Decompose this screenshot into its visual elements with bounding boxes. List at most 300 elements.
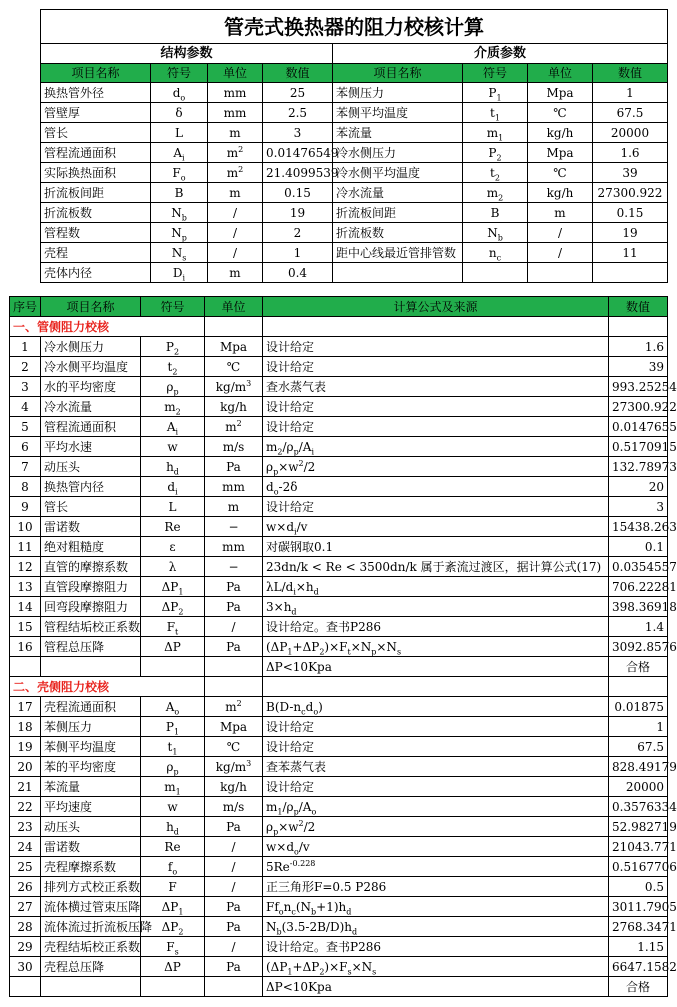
- param-unit: /: [208, 243, 263, 263]
- empty-cell: [609, 317, 668, 337]
- item-formula: $(\Delta P_1+\Delta P_2)\times F_s\times N_s$: [263, 957, 609, 977]
- table-row: [10, 617, 668, 637]
- medium-unit: ℃: [528, 163, 593, 183]
- item-symbol: $\Delta P_1$: [141, 577, 205, 597]
- item-unit: Pa: [205, 597, 263, 617]
- table-row: [10, 737, 668, 757]
- item-formula: 设计给定。查书P286: [263, 617, 609, 637]
- item-unit: −: [205, 557, 263, 577]
- item-formula: $5Re^{-0.228}$: [263, 857, 609, 877]
- item-name: 管程结垢校正系数: [41, 617, 141, 637]
- item-unit: $kg/m^3$: [205, 757, 263, 777]
- item-name: 壳程流通面积: [41, 697, 141, 717]
- item-value: 3092.8576: [609, 637, 668, 657]
- item-symbol: $d_i$: [141, 477, 205, 497]
- item-value: 1.6: [609, 337, 668, 357]
- medium-value: 19: [593, 223, 668, 243]
- row-number: 18: [10, 717, 41, 737]
- table-row: [10, 877, 668, 897]
- row-number: 14: [10, 597, 41, 617]
- column-header: 单位: [208, 64, 263, 83]
- row-number: 11: [10, 537, 41, 557]
- table-row: [10, 397, 668, 417]
- item-unit: Mpa: [205, 717, 263, 737]
- item-formula: ΔP<10Kpa: [263, 657, 609, 677]
- item-unit: Pa: [205, 637, 263, 657]
- item-formula: 正三角形F=0.5 P286: [263, 877, 609, 897]
- section-header-row: [10, 317, 668, 337]
- medium-symbol: $m_2$: [463, 183, 528, 203]
- medium-name: 冷水侧平均温度: [333, 163, 463, 183]
- row-number: 9: [10, 497, 41, 517]
- column-header: 序号: [10, 297, 41, 317]
- item-name: 壳程摩擦系数: [41, 857, 141, 877]
- item-name: 直管段摩擦阻力: [41, 577, 141, 597]
- row-number: [10, 657, 41, 677]
- item-unit: $m^2$: [205, 697, 263, 717]
- item-formula: 设计给定: [263, 737, 609, 757]
- column-header: 计算公式及来源: [263, 297, 609, 317]
- item-value: 3: [609, 497, 668, 517]
- item-unit: Pa: [205, 897, 263, 917]
- item-unit: /: [205, 837, 263, 857]
- item-name: 流体横过管束压降: [41, 897, 141, 917]
- medium-name: 折流板间距: [333, 203, 463, 223]
- item-symbol: λ: [141, 557, 205, 577]
- param-unit: /: [208, 203, 263, 223]
- column-header: 数值: [609, 297, 668, 317]
- item-formula: 设计给定: [263, 357, 609, 377]
- medium-params-header: 介质参数: [333, 44, 668, 64]
- item-value: 20000: [609, 777, 668, 797]
- item-unit: Pa: [205, 917, 263, 937]
- item-unit: ℃: [205, 737, 263, 757]
- table-row: [10, 417, 668, 437]
- table-row: [41, 123, 668, 143]
- table-row: [10, 837, 668, 857]
- param-value: 21.4099539: [263, 163, 333, 183]
- item-unit: kg/h: [205, 777, 263, 797]
- item-value: 0.1: [609, 537, 668, 557]
- param-name: 管程数: [41, 223, 151, 243]
- item-formula: $d_o-2\delta$: [263, 477, 609, 497]
- table-row: [41, 263, 668, 283]
- row-number: 23: [10, 817, 41, 837]
- medium-name: 冷水流量: [333, 183, 463, 203]
- table-row: [10, 697, 668, 717]
- item-formula: $\lambda L/d_i\times h_d$: [263, 577, 609, 597]
- param-symbol: $N_s$: [151, 243, 208, 263]
- item-value: 993.25254: [609, 377, 668, 397]
- medium-name: 距中心线最近管排管数: [333, 243, 463, 263]
- item-formula: 对碳钢取0.1: [263, 537, 609, 557]
- item-formula: 查水蒸气表: [263, 377, 609, 397]
- item-unit: [205, 657, 263, 677]
- row-number: 26: [10, 877, 41, 897]
- item-symbol: $t_2$: [141, 357, 205, 377]
- param-name: 实际换热面积: [41, 163, 151, 183]
- item-value: 0.5170915: [609, 437, 668, 457]
- item-value: 398.36918: [609, 597, 668, 617]
- item-value: 0.0147655: [609, 417, 668, 437]
- item-symbol: F: [141, 877, 205, 897]
- row-number: 4: [10, 397, 41, 417]
- item-symbol: $P_1$: [141, 717, 205, 737]
- item-symbol: ΔP: [141, 957, 205, 977]
- item-name: 流体流过折流板压降: [41, 917, 141, 937]
- item-formula: $\rho_p\times w^2/2$: [263, 457, 609, 477]
- item-symbol: w: [141, 797, 205, 817]
- table-row: [10, 657, 668, 677]
- table-row: [10, 357, 668, 377]
- medium-unit: /: [528, 243, 593, 263]
- param-symbol: B: [151, 183, 208, 203]
- table-row: [10, 897, 668, 917]
- item-value: 1: [609, 717, 668, 737]
- row-number: 25: [10, 857, 41, 877]
- item-formula: 设计给定: [263, 777, 609, 797]
- param-name: 管长: [41, 123, 151, 143]
- item-formula: 设计给定: [263, 337, 609, 357]
- table-row: [10, 957, 668, 977]
- item-formula: $3\times h_d$: [263, 597, 609, 617]
- param-value: 1: [263, 243, 333, 263]
- item-symbol: $m_2$: [141, 397, 205, 417]
- param-unit: /: [208, 223, 263, 243]
- column-header: 项目名称: [41, 64, 151, 83]
- param-value: 25: [263, 83, 333, 103]
- item-unit: $m^2$: [205, 417, 263, 437]
- table-row: [10, 337, 668, 357]
- param-symbol: $N_b$: [151, 203, 208, 223]
- param-value: 2.5: [263, 103, 333, 123]
- row-number: 19: [10, 737, 41, 757]
- table-row: [41, 163, 668, 183]
- item-name: 管长: [41, 497, 141, 517]
- empty-cell: [263, 677, 609, 697]
- row-number: 12: [10, 557, 41, 577]
- medium-symbol: $n_c$: [463, 243, 528, 263]
- medium-value: 27300.922: [593, 183, 668, 203]
- medium-value: [593, 263, 668, 283]
- item-symbol: L: [141, 497, 205, 517]
- item-value: 3011.7905: [609, 897, 668, 917]
- param-symbol: δ: [151, 103, 208, 123]
- param-value: 0.01476549: [263, 143, 333, 163]
- medium-symbol: $P_1$: [463, 83, 528, 103]
- table-row: [10, 597, 668, 617]
- item-unit: $kg/m^3$: [205, 377, 263, 397]
- item-symbol: ΔP: [141, 637, 205, 657]
- item-symbol: $A_o$: [141, 697, 205, 717]
- item-symbol: $F_t$: [141, 617, 205, 637]
- row-number: 20: [10, 757, 41, 777]
- table-row: [10, 377, 668, 397]
- item-unit: /: [205, 617, 263, 637]
- item-symbol: $h_d$: [141, 817, 205, 837]
- param-symbol: $d_o$: [151, 83, 208, 103]
- medium-value: 11: [593, 243, 668, 263]
- param-unit: m: [208, 183, 263, 203]
- row-number: 15: [10, 617, 41, 637]
- item-value: 0.3576334: [609, 797, 668, 817]
- item-formula: ΔP<10Kpa: [263, 977, 609, 997]
- item-name: 平均速度: [41, 797, 141, 817]
- structure-params-header: 结构参数: [41, 44, 333, 64]
- item-value: 15438.263: [609, 517, 668, 537]
- row-number: 3: [10, 377, 41, 397]
- medium-name: 折流板数: [333, 223, 463, 243]
- row-number: 13: [10, 577, 41, 597]
- item-value: 21043.771: [609, 837, 668, 857]
- item-formula: $m_2/\rho_p/A_i$: [263, 437, 609, 457]
- item-name: 动压头: [41, 457, 141, 477]
- empty-cell: [205, 677, 263, 697]
- item-unit: −: [205, 517, 263, 537]
- row-number: 30: [10, 957, 41, 977]
- item-name: 动压头: [41, 817, 141, 837]
- item-symbol: $P_2$: [141, 337, 205, 357]
- table-row: [41, 103, 668, 123]
- item-name: 冷水侧平均温度: [41, 357, 141, 377]
- section-title: 二、壳侧阻力校核: [10, 677, 205, 697]
- item-value: 0.5: [609, 877, 668, 897]
- param-name: 壳体内径: [41, 263, 151, 283]
- row-number: 29: [10, 937, 41, 957]
- item-value: 6647.1582: [609, 957, 668, 977]
- item-name: 管程总压降: [41, 637, 141, 657]
- param-symbol: L: [151, 123, 208, 143]
- item-formula: 设计给定。查书P286: [263, 937, 609, 957]
- medium-symbol: [463, 263, 528, 283]
- param-symbol: $A_i$: [151, 143, 208, 163]
- medium-unit: m: [528, 203, 593, 223]
- item-name: 雷诺数: [41, 517, 141, 537]
- item-value: 0.5167706: [609, 857, 668, 877]
- row-number: [10, 977, 41, 997]
- top-column-headers: [41, 64, 668, 83]
- param-symbol: $N_p$: [151, 223, 208, 243]
- item-formula: 查苯蒸气表: [263, 757, 609, 777]
- table-row: [10, 517, 668, 537]
- item-unit: ℃: [205, 357, 263, 377]
- item-name: 苯流量: [41, 777, 141, 797]
- item-value: 2768.3471: [609, 917, 668, 937]
- table-row: [10, 977, 668, 997]
- medium-value: 1.6: [593, 143, 668, 163]
- section-title: 一、管侧阻力校核: [10, 317, 205, 337]
- item-value: 1.15: [609, 937, 668, 957]
- medium-value: 39: [593, 163, 668, 183]
- param-value: 0.4: [263, 263, 333, 283]
- row-number: 5: [10, 417, 41, 437]
- table-row: [10, 537, 668, 557]
- calculation-table: [9, 296, 677, 997]
- medium-name: 冷水侧压力: [333, 143, 463, 163]
- item-name: 雷诺数: [41, 837, 141, 857]
- item-unit: kg/h: [205, 397, 263, 417]
- medium-unit: Mpa: [528, 83, 593, 103]
- empty-cell: [609, 677, 668, 697]
- item-formula: 23dn/k < Re < 3500dn/k 属于紊流过渡区，据计算公式(17): [263, 557, 609, 577]
- parameter-table: [40, 9, 668, 283]
- column-header: 数值: [593, 64, 668, 83]
- item-symbol: $h_d$: [141, 457, 205, 477]
- item-name: 绝对粗糙度: [41, 537, 141, 557]
- medium-symbol: $m_1$: [463, 123, 528, 143]
- item-symbol: $t_1$: [141, 737, 205, 757]
- table-row: [10, 557, 668, 577]
- param-symbol: $D_i$: [151, 263, 208, 283]
- item-name: 冷水侧压力: [41, 337, 141, 357]
- item-name: 直管的摩擦系数: [41, 557, 141, 577]
- item-formula: $w\times d_i/v$: [263, 517, 609, 537]
- table-row: [41, 243, 668, 263]
- item-formula: $B(D-n_cd_o)$: [263, 697, 609, 717]
- item-unit: m: [205, 497, 263, 517]
- param-name: 折流板数: [41, 203, 151, 223]
- item-value: 0.0354557: [609, 557, 668, 577]
- param-symbol: $F_o$: [151, 163, 208, 183]
- row-number: 6: [10, 437, 41, 457]
- item-formula: 设计给定: [263, 397, 609, 417]
- param-name: 壳程: [41, 243, 151, 263]
- row-number: 10: [10, 517, 41, 537]
- param-value: 3: [263, 123, 333, 143]
- column-header: 单位: [205, 297, 263, 317]
- row-number: 17: [10, 697, 41, 717]
- calc-column-headers: [10, 297, 668, 317]
- table-row: [10, 757, 668, 777]
- item-symbol: ε: [141, 537, 205, 557]
- medium-symbol: $P_2$: [463, 143, 528, 163]
- section-header-row: [10, 677, 668, 697]
- item-symbol: w: [141, 437, 205, 457]
- item-value: 67.5: [609, 737, 668, 757]
- item-symbol: $f_o$: [141, 857, 205, 877]
- column-header: 符号: [463, 64, 528, 83]
- medium-value: 0.15: [593, 203, 668, 223]
- medium-value: 67.5: [593, 103, 668, 123]
- item-formula: $\rho_p\times w^2/2$: [263, 817, 609, 837]
- table-row: [10, 917, 668, 937]
- table-row: [10, 497, 668, 517]
- item-symbol: $\Delta P_1$: [141, 897, 205, 917]
- param-unit: mm: [208, 103, 263, 123]
- item-value: 合格: [609, 977, 668, 997]
- param-name: 管壁厚: [41, 103, 151, 123]
- item-symbol: $A_i$: [141, 417, 205, 437]
- param-unit: mm: [208, 83, 263, 103]
- medium-value: 1: [593, 83, 668, 103]
- table-row: [10, 477, 668, 497]
- column-header: 数值: [263, 64, 333, 83]
- row-number: 2: [10, 357, 41, 377]
- column-header: 符号: [151, 64, 208, 83]
- item-unit: Pa: [205, 817, 263, 837]
- item-name: 管程流通面积: [41, 417, 141, 437]
- item-unit: mm: [205, 477, 263, 497]
- item-formula: $Ff_on_c(N_b+1)h_d$: [263, 897, 609, 917]
- item-name: 苯侧压力: [41, 717, 141, 737]
- item-value: 706.22281: [609, 577, 668, 597]
- table-row: [10, 437, 668, 457]
- item-formula: 设计给定: [263, 497, 609, 517]
- item-formula: 设计给定: [263, 717, 609, 737]
- param-unit: $m^2$: [208, 143, 263, 163]
- medium-unit: Mpa: [528, 143, 593, 163]
- medium-value: 20000: [593, 123, 668, 143]
- table-row: [41, 203, 668, 223]
- item-value: 828.49179: [609, 757, 668, 777]
- table-row: [10, 577, 668, 597]
- item-unit: Pa: [205, 577, 263, 597]
- medium-name: 苯流量: [333, 123, 463, 143]
- item-name: 苯侧平均温度: [41, 737, 141, 757]
- table-row: [10, 777, 668, 797]
- param-name: 换热管外径: [41, 83, 151, 103]
- item-formula: $w\times d_o/v$: [263, 837, 609, 857]
- item-value: 20: [609, 477, 668, 497]
- medium-name: 苯侧压力: [333, 83, 463, 103]
- row-number: 28: [10, 917, 41, 937]
- item-unit: /: [205, 857, 263, 877]
- item-value: 39: [609, 357, 668, 377]
- item-symbol: [141, 977, 205, 997]
- item-unit: [205, 977, 263, 997]
- table-row: [41, 223, 668, 243]
- param-unit: m: [208, 263, 263, 283]
- medium-unit: kg/h: [528, 183, 593, 203]
- item-unit: Pa: [205, 457, 263, 477]
- row-number: 8: [10, 477, 41, 497]
- row-number: 24: [10, 837, 41, 857]
- item-name: 水的平均密度: [41, 377, 141, 397]
- table-row: [10, 817, 668, 837]
- item-value: 132.78973: [609, 457, 668, 477]
- page-title: 管壳式换热器的阻力校核计算: [41, 10, 668, 44]
- item-unit: /: [205, 877, 263, 897]
- item-value: 1.4: [609, 617, 668, 637]
- medium-unit: kg/h: [528, 123, 593, 143]
- item-name: 换热管内径: [41, 477, 141, 497]
- item-name: 壳程总压降: [41, 957, 141, 977]
- item-unit: m/s: [205, 797, 263, 817]
- medium-name: 苯侧平均温度: [333, 103, 463, 123]
- row-number: 27: [10, 897, 41, 917]
- row-number: 21: [10, 777, 41, 797]
- table-row: [10, 857, 668, 877]
- medium-unit: ℃: [528, 103, 593, 123]
- column-header: 符号: [141, 297, 205, 317]
- empty-cell: [263, 317, 609, 337]
- table-row: [41, 143, 668, 163]
- table-row: [41, 183, 668, 203]
- medium-symbol: B: [463, 203, 528, 223]
- item-name: 苯的平均密度: [41, 757, 141, 777]
- row-number: 7: [10, 457, 41, 477]
- param-unit: $m^2$: [208, 163, 263, 183]
- item-unit: Mpa: [205, 337, 263, 357]
- item-symbol: $\Delta P_2$: [141, 917, 205, 937]
- item-value: 合格: [609, 657, 668, 677]
- item-name: [41, 657, 141, 677]
- item-symbol: Re: [141, 517, 205, 537]
- column-header: 单位: [528, 64, 593, 83]
- column-header: 项目名称: [41, 297, 141, 317]
- item-unit: Pa: [205, 957, 263, 977]
- param-value: 19: [263, 203, 333, 223]
